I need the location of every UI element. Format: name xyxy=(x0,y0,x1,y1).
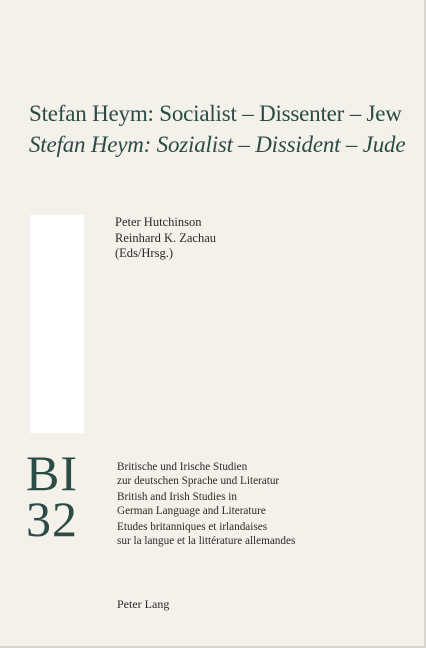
decorative-white-strip xyxy=(30,215,84,433)
series-title-line: sur la langue et la littérature allemandes xyxy=(117,534,296,547)
series-title-english xyxy=(117,491,295,518)
series-title-line: German Language and Literature xyxy=(117,504,266,517)
series-title-german xyxy=(117,461,295,488)
series-title-line: zur deutschen Sprache und Literatur xyxy=(117,474,280,487)
editors-role-label: (Eds/Hrsg.) xyxy=(115,246,173,260)
series-title-french xyxy=(117,521,295,548)
editor-name: Peter Hutchinson xyxy=(115,215,202,229)
series-title-line: Etudes britanniques et irlandaises xyxy=(117,521,268,534)
title-german: Stefan Heym: Sozialist – Dissident – Jude xyxy=(29,132,406,157)
series-title-block xyxy=(117,461,295,552)
series-code-letters: BI xyxy=(26,445,78,501)
title-english: Stefan Heym: Socialist – Dissenter – Jew xyxy=(29,101,402,126)
series-title-line: British and Irish Studies in xyxy=(117,491,237,504)
series-code-number: 32 xyxy=(26,491,78,547)
series-title-line: Britische und Irische Studien xyxy=(117,461,248,473)
editors-block xyxy=(115,215,216,262)
editor-name: Reinhard K. Zachau xyxy=(115,230,217,245)
series-code xyxy=(26,445,78,547)
publisher-name: Peter Lang xyxy=(117,597,170,611)
